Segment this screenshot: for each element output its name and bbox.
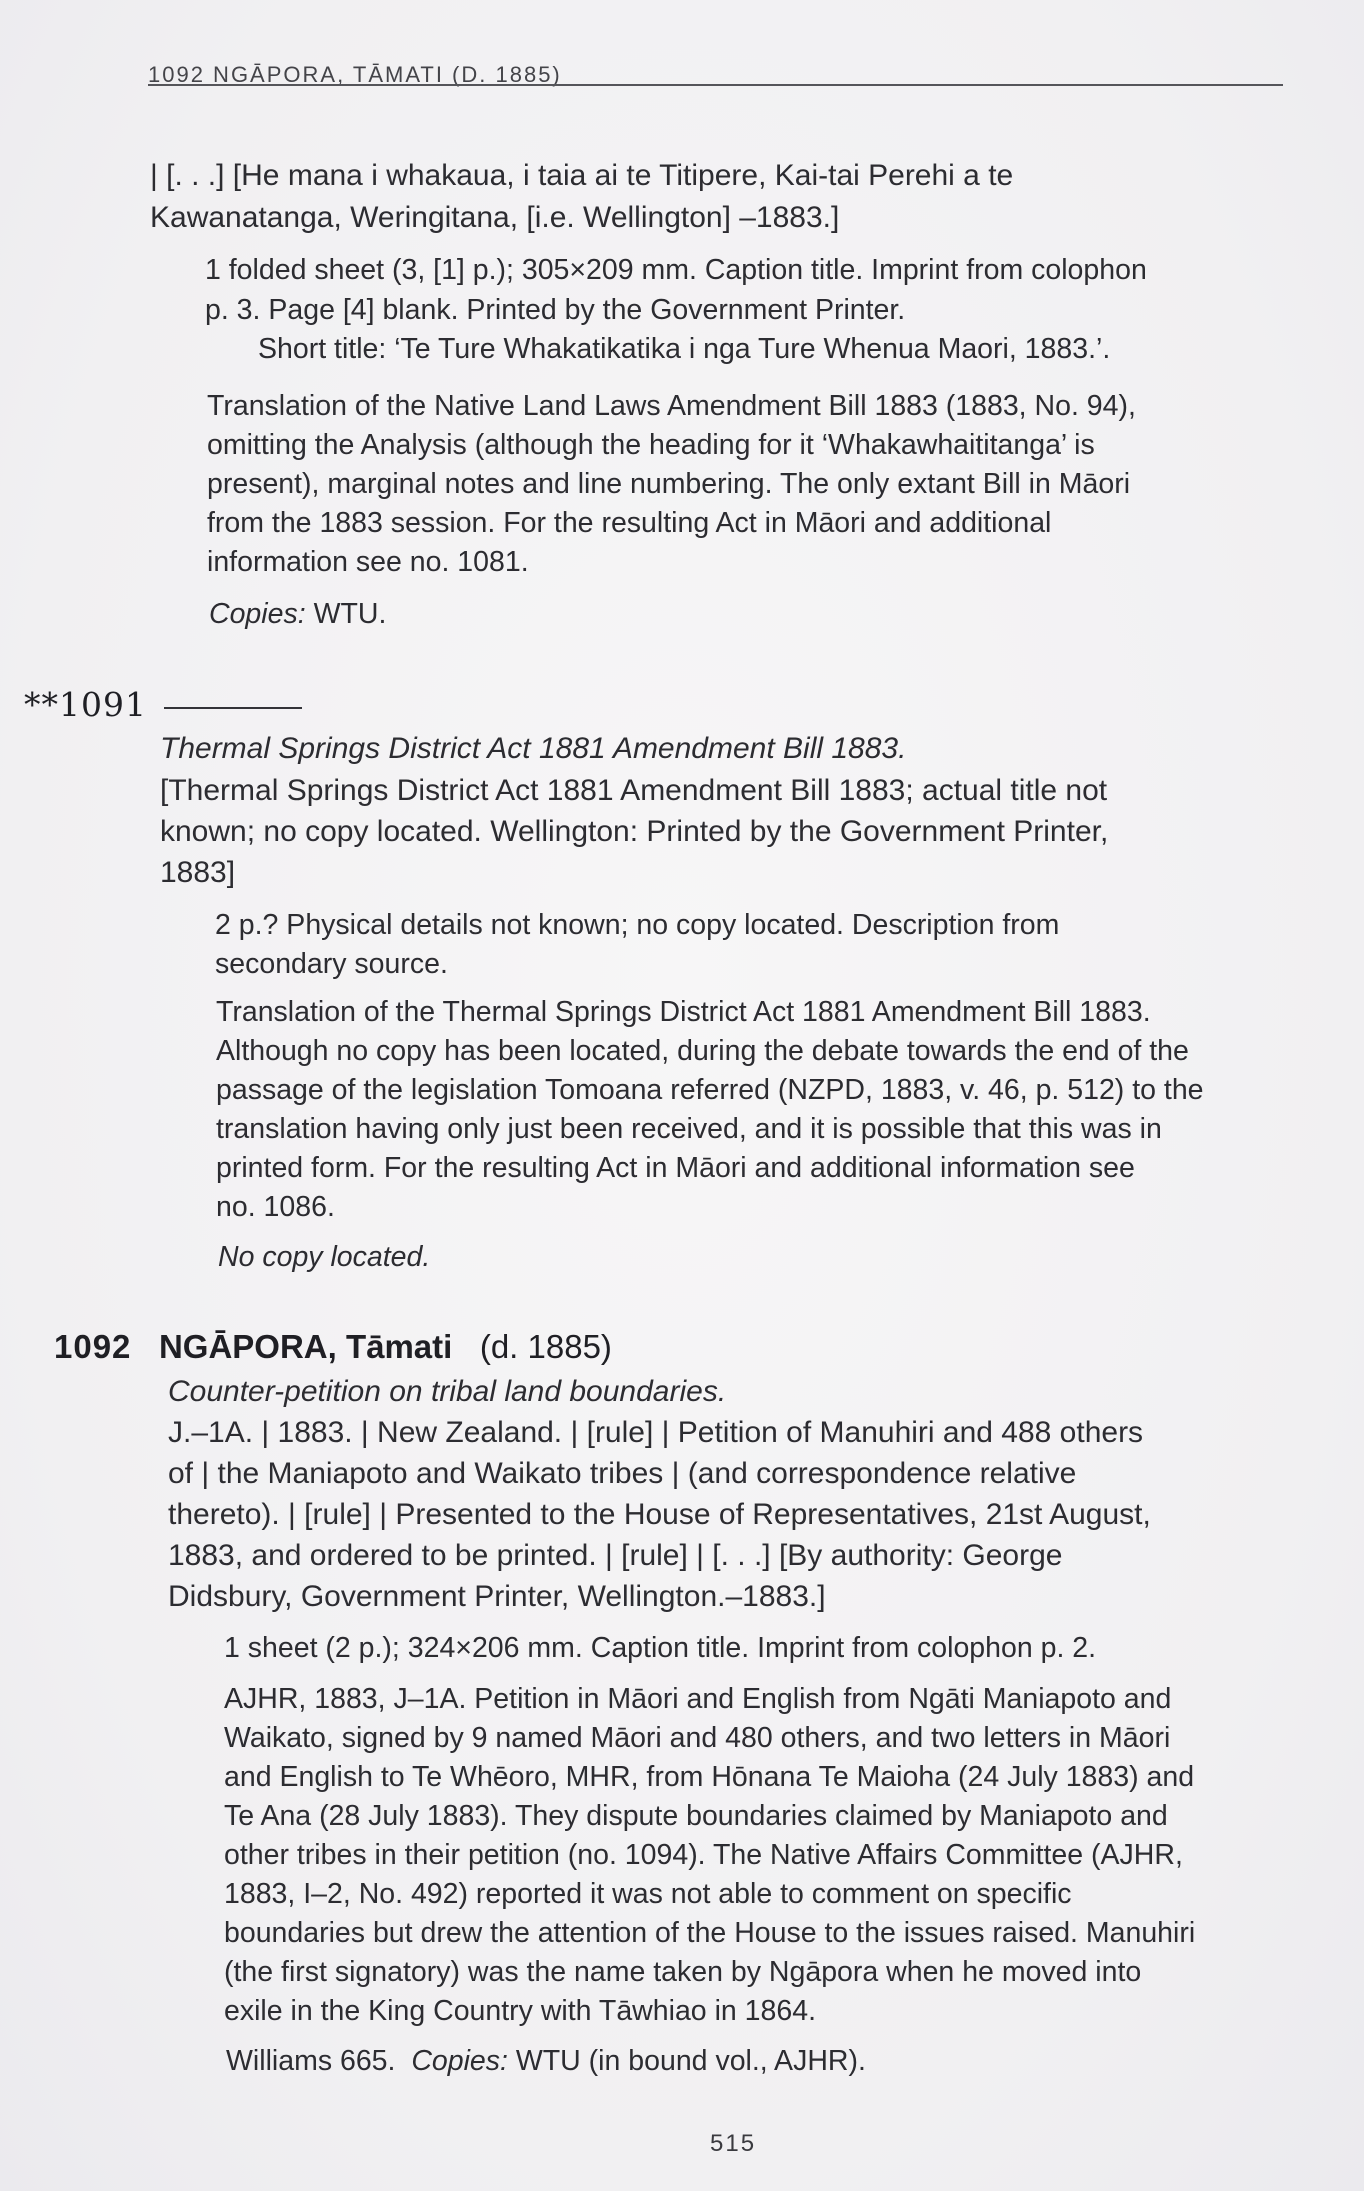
entry-1091-title-line: known; no copy located. Wellington: Printed by the Government Printer,	[160, 815, 1109, 848]
entry-1090-note-line: present), marginal notes and line numbering. The only extant Bill in Māori	[207, 468, 1131, 500]
entry-1091-uniform-title: Thermal Springs District Act 1881 Amendment Bill 1883.	[160, 732, 907, 765]
copies-label: Copies:	[209, 598, 306, 630]
entry-1092-note-line: Waikato, signed by 9 named Māori and 480 others, and two letters in Māori	[224, 1722, 1171, 1754]
entry-1090-title-line: | [. . .] [He mana i whakaua, i taia ai te Titipere, Kai-tai Perehi a te	[150, 159, 1014, 192]
entry-1092-note-line: exile in the King Country with Tāwhiao in 1864.	[224, 1995, 816, 2027]
entry-1091-location: No copy located.	[218, 1241, 431, 1273]
entry-1090-short-title: Short title: ‘Te Ture Whakatikatika i nga Ture Whenua Maori, 1883.’.	[258, 333, 1111, 365]
entry-1091-note-line: printed form. For the resulting Act in Māori and additional information see	[216, 1152, 1135, 1184]
entry-1090-note-line: information see no. 1081.	[207, 546, 529, 578]
entry-1090-title-line: Kawanatanga, Weringitana, [i.e. Wellington] –1883.]	[150, 201, 840, 234]
author-repeat-dash	[164, 707, 302, 709]
entry-1091-note-line: Although no copy has been located, during the debate towards the end of the	[216, 1035, 1189, 1067]
entry-1091-note-line: passage of the legislation Tomoana referred (NZPD, 1883, v. 46, p. 512) to the	[216, 1074, 1204, 1106]
entry-1092-note-line: 1883, I–2, No. 492) reported it was not able to comment on specific	[224, 1878, 1072, 1910]
entry-1092-title-line: Didsbury, Government Printer, Wellington.–1883.]	[168, 1580, 826, 1613]
entry-1092-title-line: thereto). | [rule] | Presented to the House of Representatives, 21st August,	[168, 1498, 1151, 1531]
entry-1092-title-line: of | the Maniapoto and Waikato tribes | (and correspondence relative	[168, 1457, 1077, 1490]
entry-1092-reference	[226, 2041, 866, 2081]
entry-number: 1092	[54, 1328, 132, 1365]
entry-1090-note-line: from the 1883 session. For the resulting Act in Māori and additional	[207, 507, 1052, 539]
entry-1091-title-line: [Thermal Springs District Act 1881 Amendment Bill 1883; actual title not	[160, 774, 1108, 807]
running-head-rule	[148, 84, 1283, 86]
entry-1092-title-line: J.–1A. | 1883. | New Zealand. | [rule] | Petition of Manuhiri and 488 others	[168, 1416, 1144, 1449]
page-number: 515	[710, 2130, 757, 2157]
entry-1092-note-line: boundaries but drew the attention of the House to the issues raised. Manuhiri	[224, 1917, 1196, 1949]
entry-1090-physical-line: p. 3. Page [4] blank. Printed by the Government Printer.	[205, 294, 906, 326]
running-head: 1092 NGĀPORA, TĀMATI (D. 1885)	[148, 62, 562, 87]
entry-1091-note-line: no. 1086.	[216, 1191, 335, 1223]
copies-value: WTU.	[313, 598, 387, 630]
entry-1092-note-line: Te Ana (28 July 1883). They dispute boundaries claimed by Maniapoto and	[224, 1800, 1168, 1832]
entry-1091-note-line: translation having only just been received, and it is possible that this was in	[216, 1113, 1162, 1145]
author-dates: (d. 1885)	[479, 1328, 612, 1365]
entry-1090-note-line: Translation of the Native Land Laws Amendment Bill 1883 (1883, No. 94),	[207, 390, 1136, 422]
entry-1090-copies	[209, 594, 386, 634]
entry-1090-note-line: omitting the Analysis (although the heading for it ‘Whakawhaititanga’ is	[207, 429, 1095, 461]
entry-1091-title-line: 1883]	[160, 856, 236, 889]
entry-number: **1091	[24, 685, 147, 724]
entry-1092-note-line: (the first signatory) was the name taken by Ngāpora when he moved into	[224, 1956, 1142, 1988]
entry-1092-heading	[54, 1327, 612, 1367]
copies-value: WTU (in bound vol., AJHR).	[515, 2045, 866, 2077]
entry-1091-physical-line: 2 p.? Physical details not known; no copy located. Description from	[215, 909, 1060, 941]
copies-label: Copies:	[411, 2045, 508, 2077]
reference-text: Williams 665.	[226, 2045, 396, 2077]
entry-1092-uniform-title: Counter-petition on tribal land boundaries.	[168, 1375, 727, 1408]
author-name: NGĀPORA, Tāmati	[158, 1328, 453, 1365]
entry-1092-title-line: 1883, and ordered to be printed. | [rule] | [. . .] [By authority: George	[168, 1539, 1063, 1572]
entry-1092-note-line: and English to Te Whēoro, MHR, from Hōnana Te Maioha (24 July 1883) and	[224, 1761, 1195, 1793]
entry-1092-note-line: other tribes in their petition (no. 1094). The Native Affairs Committee (AJHR,	[224, 1839, 1183, 1871]
entry-1091-physical-line: secondary source.	[215, 948, 448, 980]
entry-1092-physical: 1 sheet (2 p.); 324×206 mm. Caption title. Imprint from colophon p. 2.	[224, 1632, 1097, 1664]
entry-1092-note-line: AJHR, 1883, J–1A. Petition in Māori and English from Ngāti Maniapoto and	[224, 1683, 1172, 1715]
entry-1091-note-line: Translation of the Thermal Springs District Act 1881 Amendment Bill 1883.	[216, 996, 1151, 1028]
entry-1090-physical-line: 1 folded sheet (3, [1] p.); 305×209 mm. Caption title. Imprint from colophon	[205, 254, 1147, 286]
